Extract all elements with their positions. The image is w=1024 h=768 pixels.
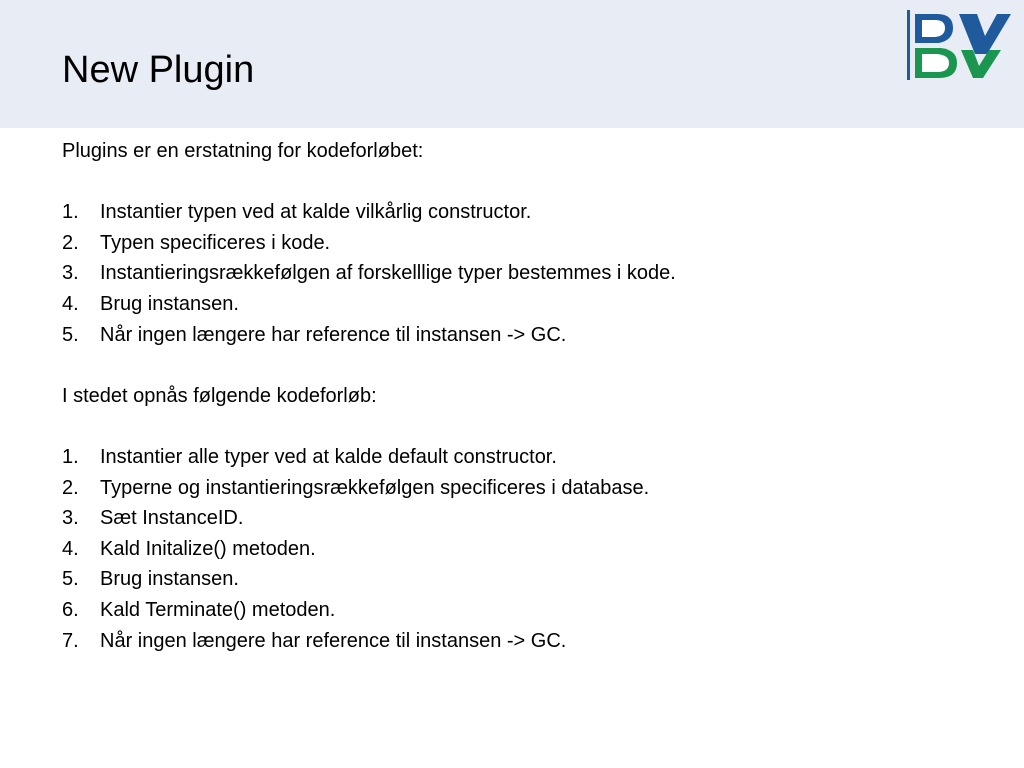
list-number: 2. (62, 231, 79, 254)
list-item (62, 228, 982, 259)
list-text: Typerne og instantieringsrækkefølgen specificeres i database. (100, 476, 650, 499)
list-item (62, 442, 982, 473)
list-number: 6. (62, 598, 79, 621)
slide-body (62, 136, 982, 656)
list-text: Instantieringsrækkefølgen af forskelllige typer bestemmes i kode. (100, 262, 676, 285)
list-item (62, 595, 982, 626)
spacer (62, 411, 982, 442)
spacer (62, 167, 982, 198)
spacer (62, 350, 982, 381)
bv-logo (907, 10, 1011, 80)
list-number: 4. (62, 292, 79, 315)
list-item (62, 258, 982, 289)
list-number: 7. (62, 629, 79, 652)
list-number: 5. (62, 568, 79, 591)
list-number: 1. (62, 201, 79, 224)
list-text: Instantier typen ved at kalde vilkårlig constructor. (100, 201, 532, 224)
list-item (62, 534, 982, 565)
list-number: 5. (62, 323, 79, 346)
list-item (62, 197, 982, 228)
list-item (62, 289, 982, 320)
list-item (62, 564, 982, 595)
list-text: Typen specificeres i kode. (100, 231, 331, 254)
list-number: 3. (62, 507, 79, 530)
list-number: 2. (62, 476, 79, 499)
list-number: 1. (62, 445, 79, 468)
intro-paragraph-1: Plugins er en erstatning for kodeforløbet: (62, 140, 424, 162)
steps-list-1 (62, 197, 982, 350)
list-item (62, 320, 982, 351)
list-number: 3. (62, 262, 79, 285)
list-text: Instantier alle typer ved at kalde default constructor. (100, 445, 557, 468)
list-text: Kald Initalize() metoden. (100, 537, 316, 560)
list-item (62, 473, 982, 504)
list-text: Brug instansen. (100, 292, 239, 315)
list-text: Når ingen længere har reference til instansen -> GC. (100, 629, 567, 652)
list-text: Sæt InstanceID. (100, 507, 244, 530)
list-text: Brug instansen. (100, 568, 239, 591)
steps-list-2 (62, 442, 982, 656)
list-item (62, 626, 982, 657)
intro-paragraph-2: I stedet opnås følgende kodeforløb: (62, 384, 377, 407)
list-text: Kald Terminate() metoden. (100, 598, 336, 621)
slide-title: New Plugin (62, 49, 255, 91)
list-text: Når ingen længere har reference til instansen -> GC. (100, 323, 567, 346)
list-item (62, 503, 982, 534)
list-number: 4. (62, 537, 79, 560)
